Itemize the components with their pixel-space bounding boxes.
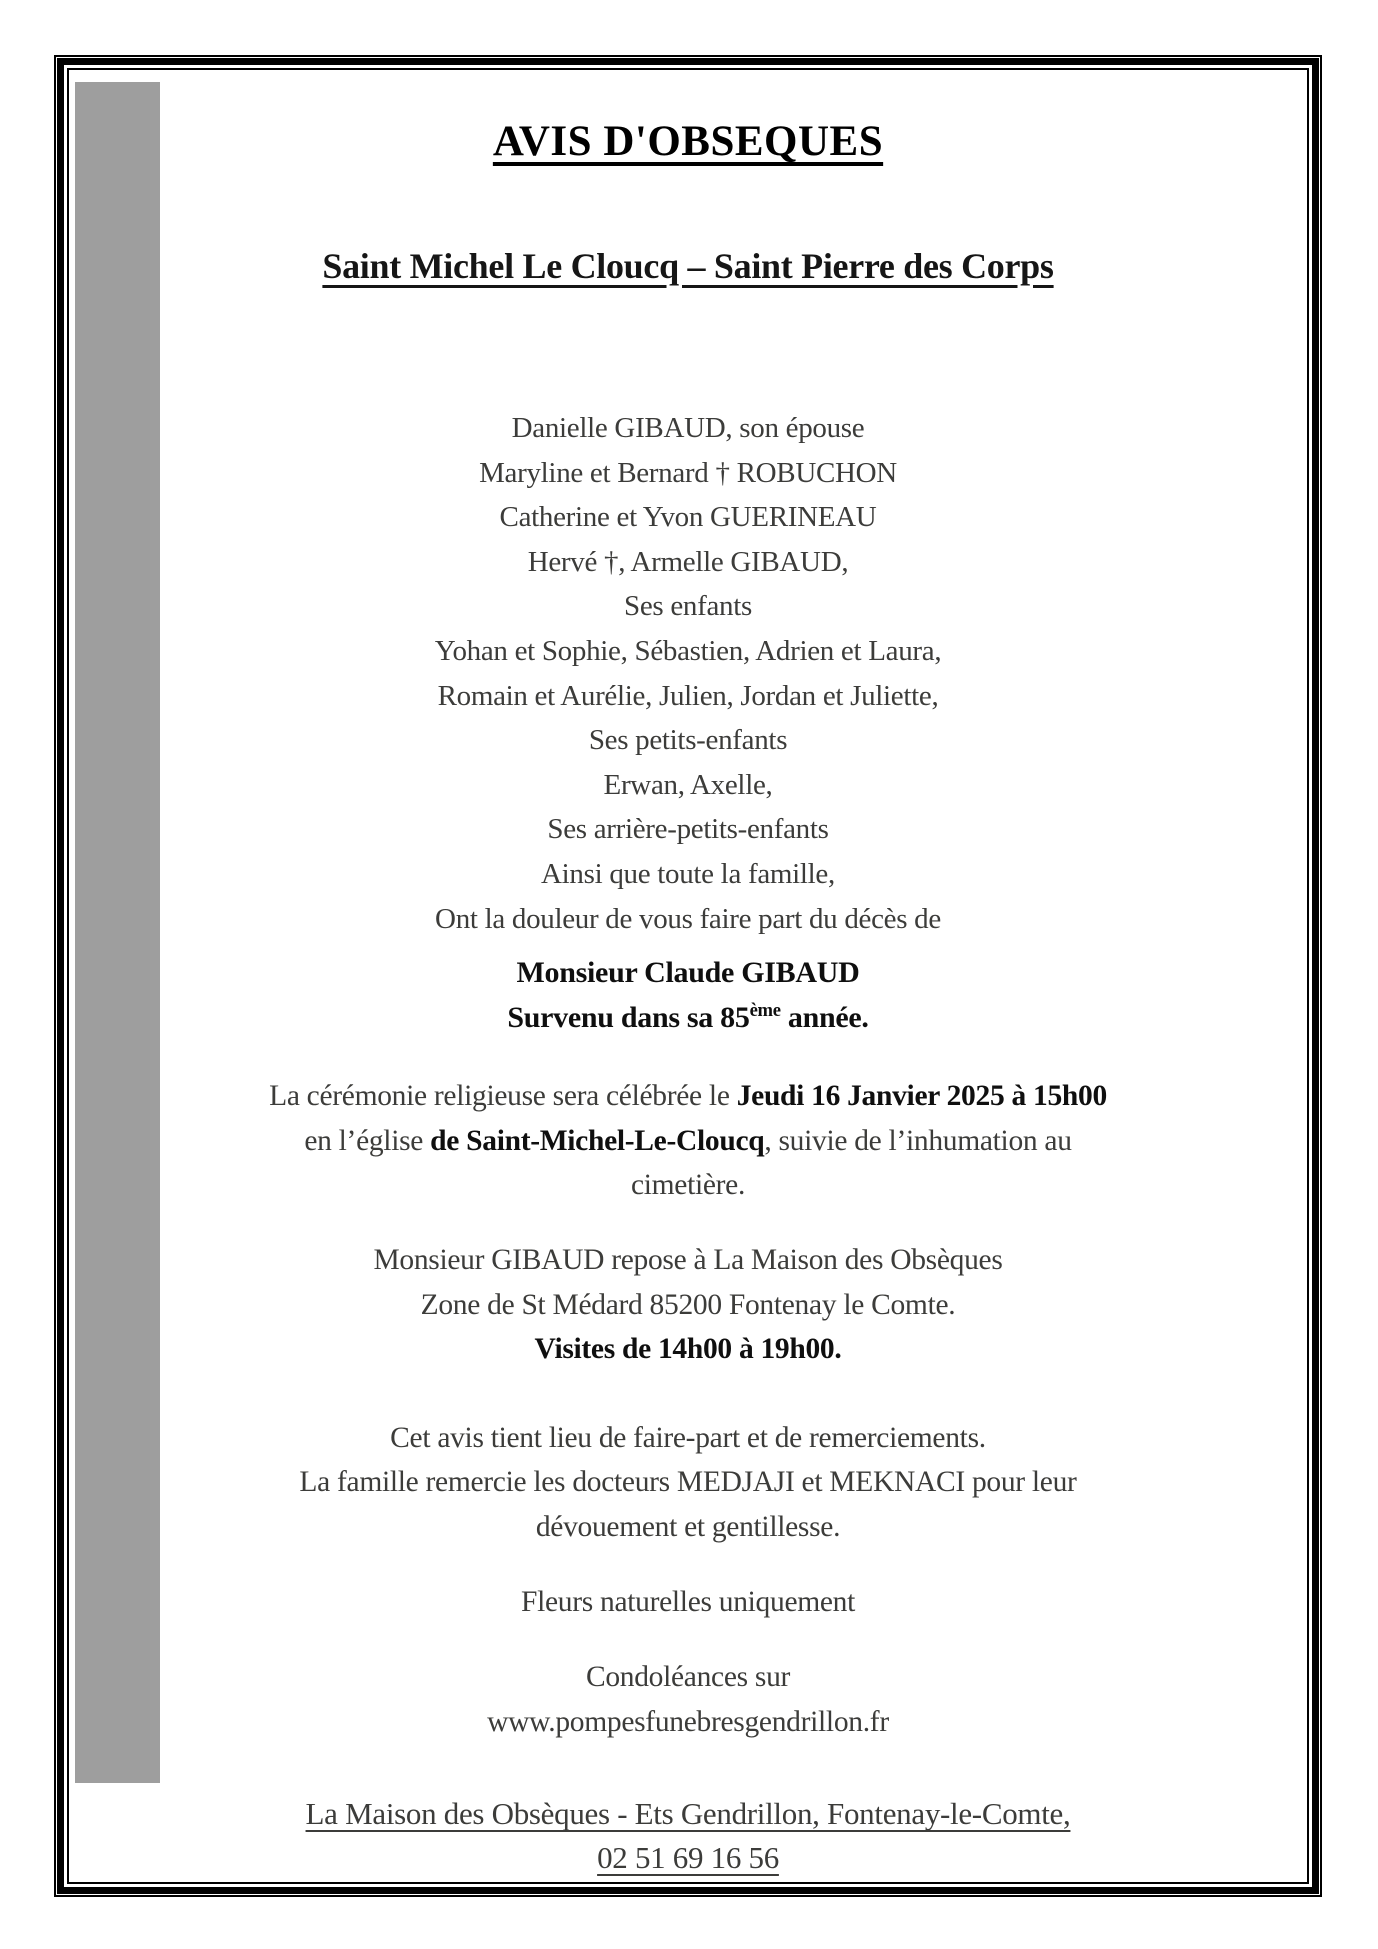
family-line-greatgrandchildren: Erwan, Axelle, — [603, 768, 773, 801]
visit-hours-line: Visites de 14h00 à 19h00. — [534, 1333, 842, 1366]
family-line-grandchildren-1: Yohan et Sophie, Sébastien, Adrien et Laura, — [434, 634, 942, 667]
funeral-home-phone: 02 51 69 16 56 — [597, 1840, 779, 1876]
deceased-age-line — [69, 995, 1307, 1040]
deceased-name: Monsieur Claude GIBAUD — [516, 956, 860, 990]
thanks-paragraph — [69, 1416, 1307, 1550]
family-line-child-2: Catherine et Yvon GUERINEAU — [499, 501, 877, 534]
ceremony-line-1 — [69, 1074, 1307, 1119]
condolences-website: www.pompesfunebresgendrillon.fr — [487, 1705, 889, 1738]
family-line-spouse: Danielle GIBAUD, son épouse — [511, 412, 865, 444]
family-label-greatgrandchildren: Ses arrière-petits-enfants — [547, 813, 829, 846]
ceremony-line-2-text-a: en l’église — [304, 1124, 431, 1157]
page-border-frame — [54, 55, 1322, 1897]
ceremony-line-2-text-b: , suivie de l’inhumation au — [764, 1124, 1072, 1157]
thanks-line-2: La famille remercie les docteurs MEDJAJI et MEKNACI pour leur — [299, 1466, 1077, 1499]
flowers-note: Fleurs naturelles uniquement — [520, 1586, 856, 1619]
ceremony-line-2 — [69, 1119, 1307, 1164]
deceased-block — [69, 950, 1307, 1040]
thanks-line-1: Cet avis tient lieu de faire-part et de remerciements. — [390, 1421, 986, 1454]
funeral-home-footer — [69, 1792, 1307, 1880]
deceased-age-ordinal-suffix: ème — [749, 1000, 781, 1022]
notice-content — [69, 70, 1307, 1882]
family-list — [69, 406, 1307, 941]
repose-paragraph — [69, 1238, 1307, 1372]
ceremony-paragraph — [69, 1074, 1307, 1208]
ceremony-line-3: cimetière. — [630, 1169, 746, 1202]
family-line-child-3: Hervé †, Armelle GIBAUD, — [527, 545, 849, 578]
repose-location-line: Monsieur GIBAUD repose à La Maison des Obsèques — [373, 1243, 1003, 1276]
thanks-line-3: dévouement et gentillesse. — [535, 1510, 841, 1543]
family-label-grandchildren: Ses petits-enfants — [588, 724, 788, 757]
family-line-child-1: Maryline et Bernard † ROBUCHON — [479, 456, 897, 489]
ceremony-line-1-text: La cérémonie religieuse sera célébrée le — [269, 1080, 737, 1113]
page-title: AVIS D'OBSEQUES — [492, 118, 884, 165]
condolences-label: Condoléances sur — [585, 1661, 791, 1694]
family-line-grandchildren-2: Romain et Aurélie, Julien, Jordan et Juliette, — [437, 679, 939, 712]
family-line-announcement: Ont la douleur de vous faire part du décès de — [435, 902, 941, 935]
page-border-thick-band — [57, 58, 1319, 1894]
ceremony-church-name: de Saint-Michel-Le-Cloucq — [430, 1124, 765, 1157]
deceased-age-prefix: Survenu dans sa 85 — [507, 1001, 750, 1035]
family-label-children: Ses enfants — [624, 590, 752, 623]
funeral-home-name: La Maison des Obsèques - Ets Gendrillon, Fontenay-le-Comte, — [305, 1796, 1071, 1832]
repose-address-line: Zone de St Médard 85200 Fontenay le Comte. — [420, 1288, 956, 1321]
condolences-block — [69, 1655, 1307, 1744]
page-border-inner-line — [67, 68, 1309, 1884]
deceased-age-suffix: année. — [780, 1001, 869, 1035]
family-line-whole-family: Ainsi que toute la famille, — [541, 857, 835, 890]
parish-subtitle: Saint Michel Le Cloucq – Saint Pierre des Corps — [322, 246, 1054, 286]
ceremony-datetime: Jeudi 16 Janvier 2025 à 15h00 — [736, 1080, 1107, 1113]
